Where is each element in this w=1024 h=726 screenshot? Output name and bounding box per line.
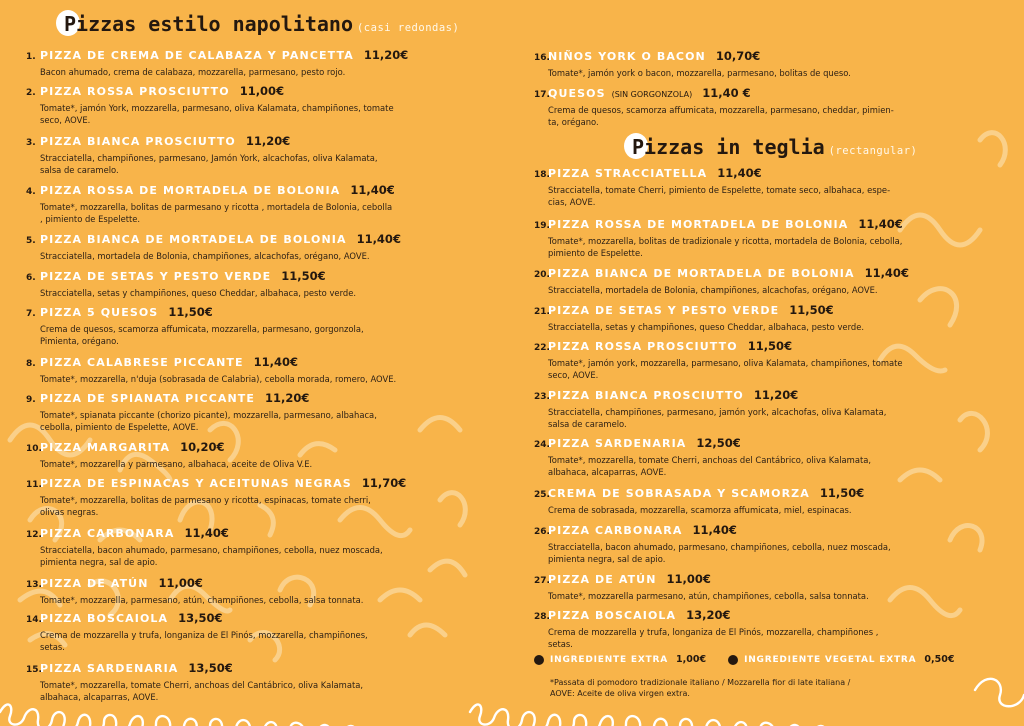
extra-price: 1,00€ [676,654,707,665]
item-description: Tomate*, mozzarella y parmesano, albahaca, aceite de Oliva V.E. [40,459,313,469]
menu-item-header [534,608,974,625]
item-description: Tomate*, mozzarella, bolitas de parmesano y ricotta, espinacas, tomate cherri, [40,495,371,505]
menu-item-header [534,388,974,405]
item-description: Crema de sobrasada, mozzarella, scamorza affumicata, miel, espinacas. [548,505,852,515]
menu-item [534,523,974,565]
menu-item-header [26,355,496,372]
item-price: 11,00€ [158,576,203,590]
menu-item-header [26,134,496,151]
item-number: 15. [26,665,42,675]
menu-item [26,440,496,470]
item-number: 12. [26,530,42,540]
menu-item-header [534,49,974,66]
menu-item-header [26,183,496,200]
item-description: Crema de quesos, scamorza affumicata, mozzarella, parmesano, cheddar, pimien- [548,105,894,115]
item-name: PIZZA ROSSA DE MORTADELA DE BOLONIA [548,218,849,231]
menu-item [534,49,974,79]
menu-item-header [534,486,974,503]
item-description: Tomate*, jamón york o bacon, mozzarella, parmesano, bolitas de queso. [548,68,851,78]
item-number: 23. [534,392,550,402]
item-price: 11,40€ [356,232,401,246]
item-name: PIZZA ROSSA PROSCIUTTO [40,85,230,98]
extra-label: INGREDIENTE VEGETAL EXTRA [744,654,917,665]
item-description: Stracciatella, mortadela de Bolonia, champiñones, alcachofas, orégano, AOVE. [548,285,878,295]
item-description: Tomate*, spianata piccante (chorizo picante), mozzarella, parmesano, albahaca, [40,410,377,420]
item-name: PIZZA SARDENARIA [548,437,687,450]
menu-item [534,166,974,208]
item-description: cias, AOVE. [548,197,596,207]
section-subtitle: (casi redondas) [356,22,460,34]
menu-item-header [534,217,974,234]
extras-row [534,654,984,665]
menu-item [534,388,974,430]
menu-item-header [26,576,496,593]
menu-item [534,303,974,333]
item-price: 11,40€ [864,266,909,280]
menu-item-header [26,48,496,65]
item-number: 19. [534,221,550,231]
item-name: PIZZA BIANCA DE MORTADELA DE BOLONIA [548,267,855,280]
item-name: PIZZA ROSSA DE MORTADELA DE BOLONIA [40,184,341,197]
item-description: Tomate*, mozzarella, tomate Cherri, anchoas del Cantábrico, oliva Kalamata, [548,455,872,465]
section-title-napolitano [56,12,459,36]
item-description: pimienta negra, sal de apio. [548,554,666,564]
item-price: 11,50€ [168,305,213,319]
item-price: 11,20€ [245,134,291,148]
menu-item-header [534,523,974,540]
menu-item-header [534,339,974,356]
item-price: 11,00€ [239,84,285,98]
menu-item-header [26,232,496,249]
menu-item [26,183,496,225]
item-number: 4. [26,187,36,197]
item-number: 2. [26,88,36,98]
item-description: pimienta negra, sal de apio. [40,557,158,567]
item-number: 16. [534,53,550,63]
item-name: PIZZA CARBONARA [40,527,175,540]
item-number: 27. [534,576,550,586]
item-number: 28. [534,612,550,622]
menu-item-header [26,305,496,322]
item-number: 9. [26,395,36,405]
extra-label: INGREDIENTE EXTRA [550,654,668,665]
section-title-text: Pizzas in teglia [624,135,825,159]
section-subtitle: (rectangular) [828,145,918,157]
item-description: salsa de caramelo. [548,419,627,429]
menu-item [26,391,496,433]
item-description: Stracciatella, champiñones, parmesano, Jamón York, alcachofas, oliva Kalamata, [40,153,378,163]
menu-item [26,611,496,653]
item-number: 11. [26,480,42,490]
menu-item [26,305,496,347]
menu-item-header [26,391,496,408]
item-price: 11,40€ [717,166,762,180]
item-description: setas. [548,639,573,649]
menu-item [534,86,974,128]
menu-item [26,661,496,703]
item-description: pimiento de Espelette. [548,248,643,258]
item-price: 11,40€ [858,217,903,231]
menu-item [534,572,974,602]
item-name: PIZZA DE ATÚN [548,573,657,586]
item-price: 11,50€ [747,339,793,353]
item-number: 26. [534,527,550,537]
menu-item [26,269,496,299]
item-description: Stracciatella, champiñones, parmesano, jamón york, alcachofas, oliva Kalamata, [548,407,887,417]
item-description: Tomate*, jamón york, mozzarella, parmesano, oliva Kalamata, champiñones, tomate [548,358,903,368]
item-number: 10. [26,444,42,454]
item-number: 1. [26,52,36,62]
item-price: 11,20€ [753,388,799,402]
item-description: Bacon ahumado, crema de calabaza, mozzarella, parmesano, pesto rojo. [40,67,346,77]
item-price: 10,70€ [715,49,761,63]
menu-item [26,476,496,518]
item-number: 18. [534,170,550,180]
menu-item [534,217,974,259]
menu-item-header [26,526,496,543]
item-name: PIZZA SARDENARIA [40,662,179,675]
item-name: PIZZA DE ESPINACAS Y ACEITUNAS NEGRAS [40,477,352,490]
menu-item-header [26,269,496,286]
item-number: 21. [534,307,550,317]
item-name: PIZZA MARGARITA [40,441,171,454]
item-note: (SIN GORGONZOLA) [611,90,693,99]
item-name: PIZZA 5 QUESOS [40,306,159,319]
item-description: cebolla, pimiento de Espelette, AOVE. [40,422,199,432]
item-name: PIZZA BIANCA PROSCIUTTO [548,389,744,402]
menu-item [26,526,496,568]
item-price: 11,50€ [789,303,834,317]
item-description: salsa de caramelo. [40,165,119,175]
item-number: 22. [534,343,550,353]
item-price: 11,40€ [253,355,299,369]
item-description: albahaca, alcaparras, AOVE. [548,467,667,477]
section-title-teglia [624,135,917,159]
menu-item-header [534,572,974,589]
item-name: CREMA DE SOBRASADA Y SCAMORZA [548,487,810,500]
item-number: 13. [26,580,42,590]
bullet-icon [534,655,544,665]
menu-item [534,339,974,381]
item-description: olivas negras. [40,507,99,517]
item-description: Stracciatella, bacon ahumado, parmesano, champiñones, cebolla, nuez moscada, [40,545,383,555]
item-number: 3. [26,138,36,148]
menu-item-header [26,440,496,457]
item-description: albahaca, alcaparras, AOVE. [40,692,159,702]
item-price: 10,20€ [180,440,225,454]
item-name: PIZZA CARBONARA [548,524,683,537]
item-price: 11,40 € [702,86,751,100]
item-description: Tomate*, mozzarella, parmesano, atún, champiñones, cebolla, salsa tonnata. [40,595,364,605]
item-price: 13,50€ [188,661,233,675]
item-number: 5. [26,236,36,246]
item-description: setas. [40,642,65,652]
item-description: Tomate*, mozzarella, bolitas de parmesano y ricotta , mortadela de Bolonia, cebolla [40,202,393,212]
item-description: Crema de mozzarella y trufa, longaniza de El Pinós, mozzarella, champiñones , [548,627,879,637]
item-price: 11,50€ [819,486,865,500]
menu-item-header [26,476,496,493]
item-name: NIÑOS YORK O BACON [548,50,706,63]
section-title-text: Pizzas estilo napolitano [56,12,353,36]
item-number: 20. [534,270,550,280]
menu-item-header [26,661,496,678]
item-name: PIZZA DE SETAS Y PESTO VERDE [40,270,272,283]
menu-item-header [534,166,974,183]
item-price: 11,40€ [692,523,737,537]
item-number: 25. [534,490,550,500]
item-price: 11,50€ [281,269,326,283]
item-number: 7. [26,309,36,319]
item-name: PIZZA STRACCIATELLA [548,167,708,180]
item-description: Tomate*, mozzarella, n'duja (sobrasada de Calabria), cebolla morada, romero, AOVE. [40,374,397,384]
item-number: 8. [26,359,36,369]
item-price: 11,20€ [363,48,409,62]
menu-item [26,48,496,78]
item-number: 6. [26,273,36,283]
item-number: 24. [534,440,550,450]
item-name: PIZZA BIANCA PROSCIUTTO [40,135,236,148]
item-description: Crema de mozzarella y trufa, longaniza de El Pinós, mozzarella, champiñones, [40,630,368,640]
item-name: PIZZA BOSCAIOLA [548,609,677,622]
item-description: Stracciatella, setas y champiñones, queso Cheddar, albahaca, pesto verde. [40,288,357,298]
item-price: 13,50€ [178,611,223,625]
item-name: PIZZA DE ATÚN [40,577,149,590]
item-description: Stracciatella, bacon ahumado, parmesano, champiñones, cebolla, nuez moscada, [548,542,891,552]
item-number: 14. [26,615,42,625]
menu-item [534,266,974,296]
item-price: 11,40€ [350,183,395,197]
item-description: Stracciatella, mortadela de Bolonia, champiñones, alcachofas, orégano, AOVE. [40,251,370,261]
menu-item-header [26,611,496,628]
footnote [550,677,970,699]
item-name: PIZZA ROSSA PROSCIUTTO [548,340,738,353]
item-description: Crema de quesos, scamorza affumicata, mozzarella, parmesano, gorgonzola, [40,324,364,334]
item-description: seco, AOVE. [548,370,599,380]
menu-item-header [534,86,974,103]
menu-item-header [534,266,974,283]
menu-item [26,232,496,262]
menu-item [26,134,496,176]
item-name: PIZZA DE SETAS Y PESTO VERDE [548,304,780,317]
item-description: Pimienta, orégano. [40,336,119,346]
menu-item-header [534,436,974,453]
item-name: QUESOS [548,87,606,100]
footnote-line: AOVE: Aceite de oliva virgen extra. [550,689,690,698]
item-name: PIZZA DE SPIANATA PICCANTE [40,392,256,405]
item-description: Stracciatella, setas y champiñones, queso Cheddar, albahaca, pesto verde. [548,322,865,332]
item-number: 17. [534,90,550,100]
item-price: 11,40€ [184,526,229,540]
item-name: PIZZA BIANCA DE MORTADELA DE BOLONIA [40,233,347,246]
item-price: 11,20€ [265,391,310,405]
item-description: seco, AOVE. [40,115,91,125]
item-description: Stracciatella, tomate Cherri, pimiento de Espelette, tomate seco, albahaca, espe- [548,185,891,195]
menu-item [534,436,974,478]
menu-item [26,84,496,126]
footnote-line: *Passata di pomodoro tradizionale italiano / Mozzarella fior di late italiana / [550,678,851,687]
bullet-icon [728,655,738,665]
item-price: 12,50€ [696,436,741,450]
item-name: PIZZA DE CREMA DE CALABAZA Y PANCETTA [40,49,354,62]
menu-item [534,486,974,516]
item-description: ta, orégano. [548,117,599,127]
item-description: , pimiento de Espelette. [40,214,141,224]
item-price: 13,20€ [686,608,731,622]
menu-item [26,355,496,385]
item-description: Tomate*, mozzarella parmesano, atún, champiñones, cebolla, salsa tonnata. [548,591,869,601]
menu-item-header [534,303,974,320]
item-name: PIZZA BOSCAIOLA [40,612,169,625]
menu-item [26,576,496,606]
menu-item [534,608,974,650]
item-description: Tomate*, jamón York, mozzarella, parmesano, oliva Kalamata, champiñones, tomate [40,103,394,113]
item-description: Tomate*, mozzarella, tomate Cherri, anchoas del Cantábrico, oliva Kalamata, [40,680,364,690]
item-price: 11,00€ [666,572,711,586]
extra-price: 0,50€ [924,654,955,665]
item-name: PIZZA CALABRESE PICCANTE [40,356,244,369]
item-price: 11,70€ [361,476,407,490]
item-description: Tomate*, mozzarella, bolitas de tradizionale y ricotta, mortadela de Bolonia, cebolla, [548,236,903,246]
menu-item-header [26,84,496,101]
